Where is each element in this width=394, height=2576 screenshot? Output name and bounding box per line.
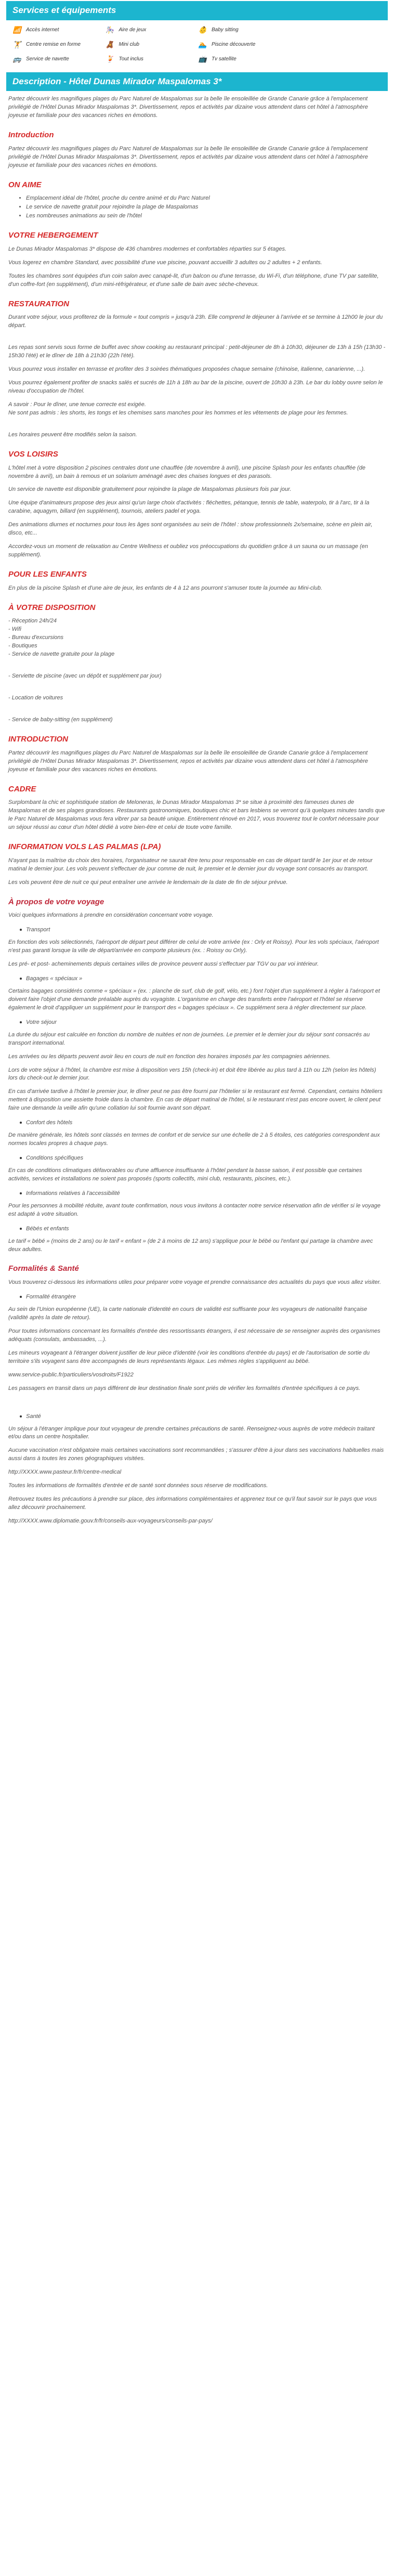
confort-heading: Confort des hôtels [8,1119,386,1127]
accessibility-p1: Pour les personnes à mobilité réduite, avant toute confirmation, nous vous invitons à contacter notre service réservation afin de vérifier si le voyage est adapté à votre situation. [8,1202,380,1217]
restauration-p5: A savoir : Pour le dîner, une tenue correcte est exigée. [8,401,146,408]
conditions-p1: En cas de conditions climatiques défavorables ou d'une affluence insuffisante à l'hôtel pendant la basse saison, il est possible que certaines activités, services et installations ne soient pas proposés (sports collectifs, mini club, restaurants, piscines, etc.). [8,1167,362,1182]
disposition-item: - Wifi [8,626,21,633]
info-lpa-p1: N'ayant pas la maîtrise du choix des horaires, l'organisateur ne saurait être tenu pour responsable en cas de départ tardif le 1er jour et de retour matinal le dernier jour. Les vols peuvent s'effectuer de jour comme de nuit, le premier et le dernier jour du voyage sont consacrés au transport. [8,857,373,872]
sejour-p1: La durée du séjour est calculée en fonction du nombre de nuitées et non de journées. Le premier et le dernier jour du séjour sont consacrés au transport international. [8,1031,370,1046]
bagages-p1: Certains bagages considérés comme « spéciaux » (ex. : planche de surf, club de golf, vélo, etc.) font l'objet d'un supplément à régler à l'aéroport et doivent faire l'objet d'une demande préalable auprès du voyagiste. L'organisme en charge des transferts entre l'aéroport et l'hôtel se réserve également le droit d'appliquer un supplément pour le transport des « bagages spéciaux ». Ce supplément sera à régler directement sur place. [8,987,380,1011]
transport-p1: En fonction des vols sélectionnés, l'aéroport de départ peut différer de celui de votre arrivée (ex : Orly et Roissy). Pour les vols spéciaux, l'aéroport n'est pas garanti lorsque la ville de départ/arrivée en comporte plusieurs (ex. : Roissy ou Orly). [8,939,379,954]
transport-p2: Les pré- et post- acheminements depuis certaines villes de province peuvent aussi s'effectuer par TGV ou par voi intérieur. [8,961,319,968]
enfants-title: POUR LES ENFANTS [8,570,87,579]
introduction2-text: Partez découvrir les magnifiques plages du Parc Naturel de Maspalomas sur la belle île ensoleillée de Grande Canarie grâce à l'emplacement privilégié de l'Hôtel Dunas Mirador Maspalomas 3*. Divertissement, repos et activités par dizaine vous attendent dans cet hôtel à l'atmosphère joyeuse et familiale pour des vacances riches en émotions. [8,749,369,773]
service-label: Piscine découverte [212,42,256,48]
sejour-p3: Lors de votre séjour à l'hôtel, la chambre est mise à disposition vers 15h (check-in) et doit être libérée au plus tard à 11h ou 12h (selon les hôtels) lors du check-out le dernier jour. [8,1066,376,1082]
service-empty [290,41,383,49]
service-label: Accès internet [26,27,59,33]
cadre-title: CADRE [8,784,36,793]
all-inclusive-icon: 🍹 [106,55,114,63]
formalites-intro: Vous trouverez ci-dessous les informations utiles pour préparer votre voyage et prendre connaissance des actualités du pays que vous allez visiter. [8,1279,382,1286]
on-aime-list [8,194,386,220]
tv-icon: 📺 [198,55,207,63]
introduction-text: Partez découvrir les magnifiques plages du Parc Naturel de Maspalomas sur la belle île ensoleillée de Grande Canarie grâce à l'emplacement privilégié de l'Hôtel Dunas Mirador Maspalomas 3*. Divertissement, repos et activités par dizaine vous attendent dans cet hôtel à l'atmosphère joyeuse et familiale pour des vacances riches en émotions. [8,145,369,168]
page [0,1,394,1552]
disposition-item: - Boutiques [8,643,37,649]
enfants-p1: En plus de la piscine Splash et d'une aire de jeux, les enfants de 4 à 12 ans pourront s'amuser toute la journée au Mini-club. [8,584,323,591]
sejour-heading: Votre séjour [8,1019,386,1027]
loisirs-p4: Des animations diurnes et nocturnes pour tous les âges sont organisées au sein de l'hôtel : show professionnels 2x/semaine, scène en plein air, disco, etc... [8,522,373,537]
restauration-p2: Les repas sont servis sous forme de buffet avec show cooking au restaurant principal : petit-déjeuner de 8h à 10h30, déjeuner de 13h à 15h (13h30 - 15h30 l'été) et le dîner de 18h à 21h30 (22h l'été). [8,344,386,359]
sante-link3: http://XXXX.www.diplomatie.gouv.fr/fr/conseils-aux-voyageurs/conseils-par-pays/ [8,1518,213,1525]
shuttle-icon: 🚌 [12,55,22,63]
restauration-p6: Ne sont pas admis : les shorts, les tongs et les chemises sans manches pour les hommes et les vêtements de plage pour les femmes. [8,409,348,416]
sante-p1: Un séjour à l'étranger implique pour tout voyageur de prendre certaines précautions de santé. Renseignez-vous auprès de votre médecin traitant et/ou dans un centre hospitalier. [8,1425,375,1440]
restauration-p4: Vous pourrez également profiter de snacks salés et sucrés de 11h à 18h au bar de la piscine, ouvert de 10h30 à 23h. Le bar du lobby ouvre selon le niveau d'occupation de l'hôtel. [8,380,383,395]
service-label: Centre remise en forme [26,42,81,48]
hebergement-p1: Le Dunas Mirador Maspalomas 3* dispose de 436 chambres modernes et confortables réparties sur 5 étages. [8,245,287,252]
services-banner: Services et équipements [6,1,388,20]
bagages-heading: Bagages « spéciaux » [8,975,386,983]
service-item [11,41,104,49]
on-aime-title: ON AIME [8,180,42,189]
cadre-text: Surplombant la chic et sophistiquée station de Meloneras, le Dunas Mirador Maspalomas 3* se situe à proximité des fameuses dunes de Maspalomas et de ses plages grandioses. Restaurants gastronomiques, boutiques chic et bars lesbiens se verront qu'à quelques minutes tandis que le Parc Naturel de Maspalomas vous fera vibrer par sa beauté unique. Entièrement rénové en 2017, vous trouverez tout le confort nécessaire pour un séjour réussi au cœur d'un hôtel dédié à votre bien-être et celui de toute votre famille. [8,799,385,831]
service-item [197,56,290,64]
list-item: • Emplacement idéal de l'hôtel, proche du centre animé et du Parc Naturel [26,194,386,203]
sejour-p2: Les arrivées ou les départs peuvent avoir lieu en cours de nuit en fonction des horaires imposés par les compagnies aériennes. [8,1053,331,1060]
introduction-title: Introduction [8,131,54,140]
formalites-link1: www.service-public.fr/particuliers/vosdroits/F1922 [8,1371,134,1378]
description-intro: Partez découvrir les magnifiques plages du Parc Naturel de Maspalomas sur la belle île ensoleillée de Grande Canarie grâce à l'emplacement privilégié de l'Hôtel Dunas Mirador Maspalomas 3*. Divertissement, repos et activités par dizaine vous attendent dans cet hôtel à l'atmosphère joyeuse et familiale pour des vacances riches en émotions. [8,96,369,119]
service-item [104,56,198,64]
info-lpa-p2: Les vols peuvent être de nuit ce qui peut entraîner une arrivée le lendemain de la date de fin de séjour prévue. [8,879,288,886]
list-item: • Le service de navette gratuit pour rejoindre la plage de Maspalomas [26,203,386,212]
loisirs-p5: Accordez-vous un moment de relaxation au Centre Wellness et oubliez vos préoccupations du quotidien grâce à un sauna ou un massage (en supplément). [8,543,368,558]
hebergement-title: VOTRE HEBERGEMENT [8,231,98,240]
formalites-p3: Les mineurs voyageant à l'étranger doivent justifier de leur pièce d'identité (voir les conditions d'entrée du pays) et de l'autorisation de sortie du territoire s'ils voyagent sans être accompagnés de leurs représentants légaux. Les mêmes règles s'appliquent au bébé. [8,1349,370,1364]
disposition-item: - Réception 24h/24 [8,618,57,625]
sante-p3: Toutes les informations de formalités d'entrée et de santé sont données sous réserve de modifications. [8,1482,268,1489]
service-empty [290,27,383,35]
services-grid [0,20,394,72]
baby-icon: 👶 [198,26,207,34]
propos-intro: Voici quelques informations à prendre en considération concernant votre voyage. [8,912,214,919]
service-label: Tv satellite [212,56,237,62]
disposition-item: - Service de navette gratuite pour la plage [8,651,115,658]
transport-heading: Transport [8,926,386,934]
service-label: Tout inclus [119,56,143,62]
disposition-item: - Location de voitures [8,695,63,701]
service-item [11,56,104,64]
sante-p2: Aucune vaccination n'est obligatoire mais certaines vaccinations sont recommandées ; s'assurer d'être à jour dans ses vaccinations habituelles mais aussi dans à toutes les zones géographiques visitées. [8,1447,384,1462]
formalites-title: Formalités & Santé [8,1264,79,1273]
bebes-p1: Le tarif « bébé » (moins de 2 ans) ou le tarif « enfant » (de 2 à moins de 12 ans) s'applique pour le bébé ou l'enfant qui partage la chambre avec deux adultes. [8,1238,373,1253]
service-label: Aire de jeux [119,27,147,33]
service-item [11,27,104,35]
bebes-heading: Bébés et enfants [8,1225,386,1233]
hebergement-p2: Vous logerez en chambre Standard, avec possibilité d'une vue piscine, pouvant accueillir 3 adultes ou 2 adultes + 2 enfants. [8,259,322,266]
pool-icon: 🏊 [198,41,207,49]
service-item [104,41,198,49]
content [0,91,394,1526]
info-lpa-title: INFORMATION VOLS LAS PALMAS (LPA) [8,842,161,852]
sante-p4: Retrouvez toutes les précautions à prendre sur place, des informations complémentaires et apprenez tout ce qu'il faut savoir sur le pays que vous allez découvrir prochainement. [8,1496,377,1511]
confort-p1: De manière générale, les hôtels sont classés en termes de confort et de service sur une échelle de 2 à 5 étoiles, ces catégories correspondent aux normes locales propres à chaque pays. [8,1132,380,1147]
formalite-heading: Formalité étrangère [8,1293,386,1302]
loisirs-p2: Un service de navette est disponible gratuitement pour rejoindre la plage de Maspalomas plusieurs fois par jour. [8,486,292,493]
service-item [104,27,198,35]
list-item: • Les nombreuses animations au sein de l'hôtel [26,212,386,220]
conditions-heading: Conditions spécifiques [8,1154,386,1163]
restauration-title: RESTAURATION [8,299,69,308]
service-label: Service de navette [26,56,69,62]
sejour-p4: En cas d'arrivée tardive à l'hôtel le premier jour, le dîner peut ne pas être fourni par l'hôtelier si le restaurant est fermé. Cependant, certains hôteliers mettent à disposition une assiette froide dans la chambre. En cas de départ matinal de l'hôtel, si le restaurant n'est pas encore ouvert, le client peut faire une demande la veille afin qu'une collation lui soit fournie avant son départ. [8,1088,383,1112]
sante-heading: Santé [8,1413,386,1421]
formalites-p4: Les passagers en transit dans un pays différent de leur destination finale sont priés de vérifier les formalités d'entrée spécifiques à ce pays. [8,1385,361,1391]
hebergement-p3: Toutes les chambres sont équipées d'un coin salon avec canapé-lit, d'un balcon ou d'une terrasse, du Wi-Fi, d'un téléphone, d'une TV par satellite, d'un coffre-fort (en supplément), d'un mini-réfrigérateur, et d'une salle de bain avec sèche-cheveux. [8,272,379,288]
wifi-icon: 📶 [12,26,22,34]
fitness-icon: 🏋 [12,41,22,49]
formalites-p2: Pour toutes informations concernant les formalités d'entrée des ressortissants étrangers, il est nécessaire de se renseigner auprès des organismes adéquats (consulats, ambassades, ...). [8,1328,380,1343]
disposition-title: À VOTRE DISPOSITION [8,603,96,612]
formalites-p1: Au sein de l'Union européenne (UE), la carte nationale d'identité en cours de validité est suffisante pour les voyageurs de nationalité française (validité après la date de retour). [8,1306,367,1321]
disposition-item: - Bureau d'excursions [8,634,64,641]
kids-club-icon: 🧸 [106,41,114,49]
loisirs-p3: Une équipe d'animateurs propose des jeux ainsi qu'un large choix d'activités : fléchettes, pétanque, tennis de table, waterpolo, tir à l'arc, tir à la carabine, aquagym, billard (en supplément), tournois, ateliers padel et yoga. [8,500,370,515]
playground-icon: 🎠 [106,26,114,34]
accessibility-heading: Informations relatives à l'accessibilité [8,1190,386,1198]
propos-title: À propos de votre voyage [8,897,104,906]
description-banner: Description - Hôtel Dunas Mirador Maspalomas 3* [6,72,388,92]
introduction2-title: INTRODUCTION [8,734,68,744]
service-label: Baby sitting [212,27,239,33]
disposition-item: - Service de baby-sitting (en supplément) [8,717,113,723]
service-item [197,41,290,49]
loisirs-p1: L'hôtel met à votre disposition 2 piscines centrales dont une chauffée (de novembre à avril), une piscine Splash pour les enfants chauffée (de novembre à avril), un bain à remous et un solarium aménagé avec des chaises longues et des parasols. [8,464,365,479]
service-item [197,27,290,35]
restauration-p3: Vous pourrez vous installer en terrasse et profiter des 3 soirées thématiques proposées chaque semaine (chinoise, italienne, canarienne, ...). [8,366,365,373]
loisirs-title: VOS LOISIRS [8,449,58,459]
restauration-p1: Durant votre séjour, vous profiterez de la formule « tout compris » jusqu'à 23h. Elle comprend le déjeuner à l'arrivée et se termine à 12h00 le jour du départ. [8,314,383,329]
restauration-p7: Les horaires peuvent être modifiés selon la saison. [8,431,137,438]
sante-link2: http://XXXX.www.pasteur.fr/fr/centre-medical [8,1469,122,1476]
service-label: Mini club [119,42,139,48]
disposition-item: - Serviette de piscine (avec un dépôt et supplément par jour) [8,673,162,680]
